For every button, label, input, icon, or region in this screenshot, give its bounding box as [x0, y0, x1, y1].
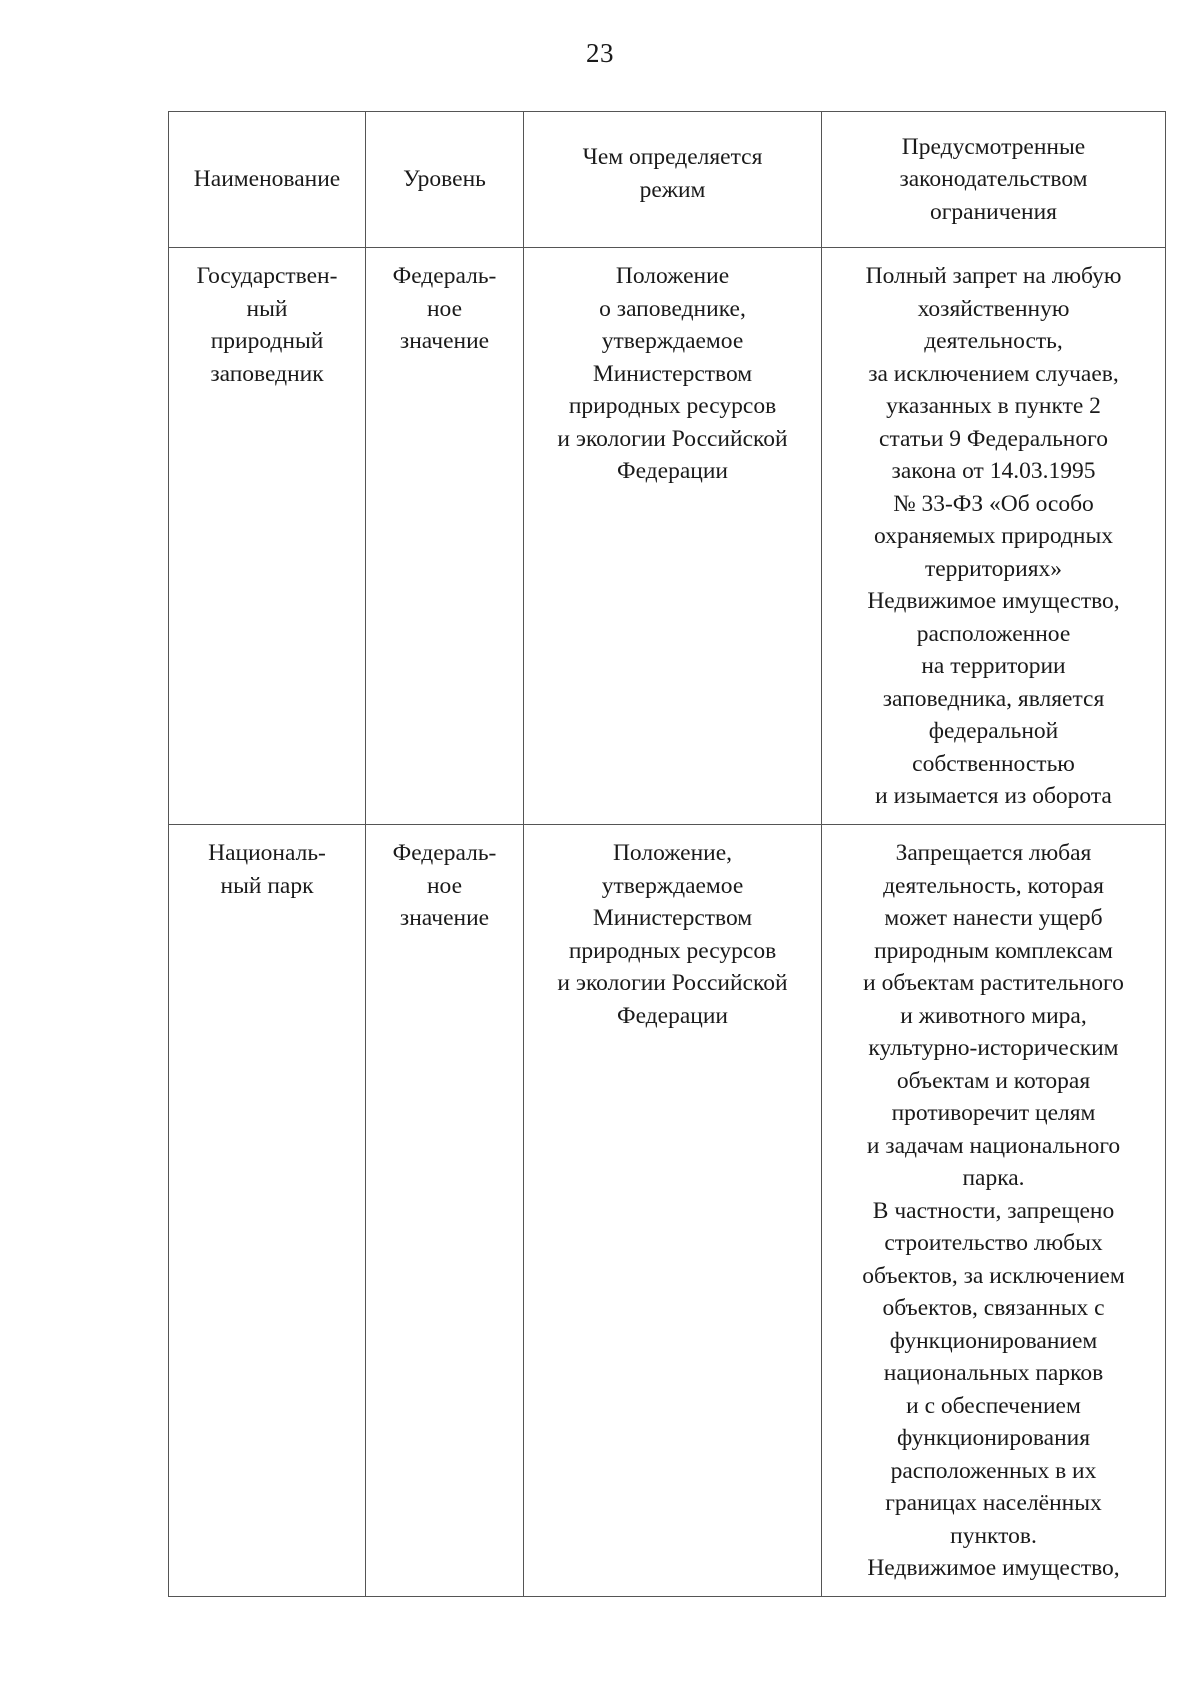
protected-areas-table — [168, 111, 1166, 1597]
cell-line: деятельность, — [924, 328, 1063, 354]
cell-line: значение — [399, 905, 490, 931]
cell-line: национальных парков — [883, 1360, 1104, 1386]
cell-line: ное — [426, 295, 463, 322]
cell-line: и задачам национального — [866, 1132, 1121, 1159]
cell-line: о заповеднике, — [599, 295, 746, 322]
header-level-text: Уровень — [403, 166, 486, 193]
cell-line: природных ресурсов — [568, 937, 777, 964]
header-regime-line: режим — [639, 176, 706, 203]
cell-line: Министерством — [592, 905, 753, 931]
cell-line: заповедник — [210, 360, 324, 387]
cell-line: В частности, запрещено — [872, 1197, 1115, 1224]
cell-line: ный — [246, 295, 288, 322]
cell-line: Министерством — [592, 360, 753, 387]
header-name-text: Наименование — [193, 166, 341, 193]
cell-line: деятельность, которая — [883, 872, 1104, 899]
cell-line: противоречит целям — [891, 1100, 1096, 1126]
cell-line: федеральной — [928, 718, 1059, 744]
cell-line: Положение, — [612, 840, 733, 866]
cell-line: Государствен- — [196, 263, 338, 289]
cell-line: собственностью — [912, 750, 1075, 777]
cell-regime — [524, 825, 822, 1597]
header-restrictions-line: ограничения — [930, 198, 1057, 225]
cell-line: расположенное — [916, 620, 1071, 647]
header-regime-line: Чем определяется — [582, 144, 763, 170]
cell-line: объектам и которая — [896, 1067, 1091, 1094]
cell-line: Положение — [615, 263, 730, 289]
cell-line: и изымается из оборота — [875, 783, 1112, 809]
cell-line: охраняемых природных — [874, 523, 1113, 549]
page-number: 23 — [586, 38, 614, 68]
table-header-row — [169, 112, 1166, 248]
cell-line: функционирования — [896, 1425, 1091, 1451]
cell-level — [366, 248, 524, 825]
cell-line: и объектам растительного — [863, 970, 1124, 996]
cell-line: природным комплексам — [874, 937, 1113, 964]
cell-line: объектов, за исключением — [862, 1262, 1125, 1289]
cell-line: и экологии Российской — [557, 970, 788, 996]
cell-line: объектов, связанных с — [882, 1295, 1105, 1321]
cell-line: Недвижимое имущество, — [867, 588, 1120, 614]
cell-line: Федерации — [617, 458, 728, 484]
cell-line: за исключением случаев, — [868, 360, 1119, 387]
cell-line: природных ресурсов — [568, 393, 777, 419]
cell-line: указанных в пункте 2 — [886, 393, 1101, 419]
cell-line: заповедника, является — [882, 685, 1105, 712]
cell-regime — [524, 248, 822, 825]
cell-line: может нанести ущерб — [884, 905, 1103, 931]
cell-line: № 33-ФЗ «Об особо — [893, 490, 1094, 517]
header-regime — [524, 112, 822, 248]
cell-line: утверждаемое — [601, 872, 744, 899]
cell-line: границах населённых — [885, 1490, 1102, 1516]
cell-line: утверждаемое — [601, 328, 744, 354]
cell-line: Недвижимое имущество, — [867, 1555, 1120, 1581]
header-level — [366, 112, 524, 248]
cell-name — [169, 248, 366, 825]
cell-restrictions — [822, 825, 1166, 1597]
cell-line: функционированием — [889, 1327, 1098, 1354]
cell-line: расположенных в их — [890, 1457, 1097, 1484]
cell-line: хозяйственную — [917, 295, 1070, 322]
cell-line: закона от 14.03.1995 — [891, 458, 1096, 484]
cell-name — [169, 825, 366, 1597]
cell-line: парка. — [962, 1165, 1025, 1191]
cell-restrictions — [822, 248, 1166, 825]
table-row — [169, 825, 1166, 1597]
cell-line: на территории — [921, 653, 1066, 679]
cell-line: Полный запрет на любую — [865, 263, 1122, 289]
header-restrictions — [822, 112, 1166, 248]
cell-line: ный парк — [220, 872, 314, 899]
cell-line: строительство любых — [884, 1230, 1103, 1256]
table-row — [169, 248, 1166, 825]
cell-line: Запрещается любая — [895, 840, 1092, 866]
cell-level — [366, 825, 524, 1597]
header-restrictions-line: законодательством — [899, 166, 1088, 193]
cell-line: Националь- — [208, 840, 326, 866]
cell-line: ное — [426, 872, 463, 899]
cell-line: территориях» — [924, 555, 1063, 582]
header-name — [169, 112, 366, 248]
cell-line: культурно-историческим — [868, 1035, 1119, 1061]
cell-line: и экологии Российской — [557, 425, 788, 452]
cell-line: пунктов. — [950, 1522, 1037, 1549]
cell-line: природный — [210, 328, 324, 354]
cell-line: и с обеспечением — [906, 1392, 1081, 1419]
cell-line: значение — [399, 328, 490, 354]
cell-line: Федерации — [617, 1002, 728, 1029]
header-restrictions-line: Предусмотренные — [901, 133, 1086, 160]
cell-line: и животного мира, — [900, 1002, 1087, 1029]
cell-line: статьи 9 Федерального — [879, 425, 1108, 452]
cell-line: Федераль- — [392, 263, 497, 289]
cell-line: Федераль- — [392, 840, 497, 866]
